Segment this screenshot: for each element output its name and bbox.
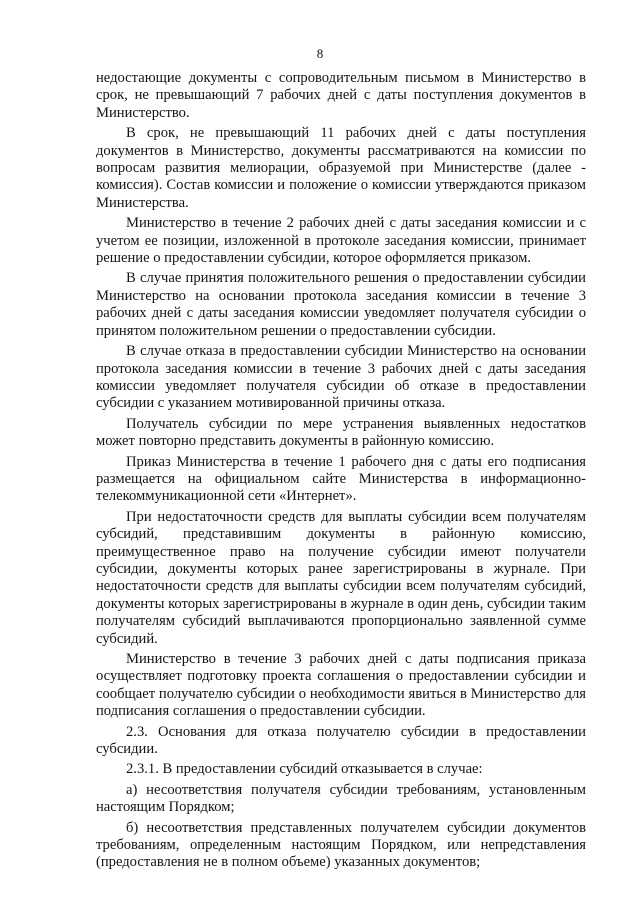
paragraph: Министерство в течение 2 рабочих дней с даты заседания комиссии и с учетом ее позиции, изложенной в протоколе заседания комиссии, принимает решение о предоставлении субсидии, которое оформляется приказом.: [96, 215, 586, 267]
paragraph: Получатель субсидии по мере устранения выявленных недостатков может повторно представить документы в районную комиссию.: [96, 415, 586, 450]
paragraph-continuation: недостающие документы с сопроводительным письмом в Министерство в срок, не превышающий 7 рабочих дней с даты поступления документов в Министерство.: [96, 70, 586, 121]
list-item: а) несоответствия получателя субсидии требованиям, установленным настоящим Порядком;: [96, 781, 586, 816]
paragraph: В срок, не превышающий 11 рабочих дней с даты поступления документов в Министерство, документы рассматриваются на комиссии по вопросам развития мелиорации, образуемой при Министерстве (далее - комиссия). Состав комиссии и положение о комиссии утверждаются приказом Министерства.: [96, 125, 586, 211]
paragraph: При недостаточности средств для выплаты субсидии всем получателям субсидий, представившим документы в районную комиссию, преимущественное право на получение субсидии имеют получатели субсидии, документы которых ранее зарегистрированы в журнале. При недостаточности средств для выплаты субсидии всем получателям субсидий, документы которых зарегистрированы в журнале в один день, субсидии таким получателям субсидий выплачиваются пропорционально заявленной сумме субсидий.: [96, 508, 586, 647]
paragraph: Приказ Министерства в течение 1 рабочего дня с даты его подписания размещается на официальном сайте Министерства в информационно-телекоммуникационной сети «Интернет».: [96, 453, 586, 505]
paragraph: В случае принятия положительного решения о предоставлении субсидии Министерство на основании протокола заседания комиссии в течение 3 рабочих дней с даты заседания комиссии уведомляет получателя субсидии о принятом положительном решении о предоставлении субсидии.: [96, 270, 586, 339]
paragraph: В случае отказа в предоставлении субсидии Министерство на основании протокола заседания комиссии в течение 3 рабочих дней с даты заседания комиссии уведомляет получателя субсидии об отказе в предоставлении субсидии с указанием мотивированной причины отказа.: [96, 343, 586, 412]
section-heading: 2.3. Основания для отказа получателю субсидии в предоставлении субсидии.: [96, 723, 586, 758]
page-number: 8: [316, 46, 324, 61]
document-body: [96, 70, 586, 872]
paragraph: Министерство в течение 3 рабочих дней с даты подписания приказа осуществляет подготовку проекта соглашения о предоставлении субсидии и сообщает получателю субсидии о необходимости явиться в Министерство для подписания соглашения о предоставлении субсидии.: [96, 651, 586, 720]
list-item: б) несоответствия представленных получателем субсидии документов требованиям, определенным настоящим Порядком, или непредставления (предоставления не в полном объеме) указанных документов;: [96, 819, 586, 871]
subsection-heading: 2.3.1. В предоставлении субсидий отказывается в случае:: [126, 761, 483, 778]
